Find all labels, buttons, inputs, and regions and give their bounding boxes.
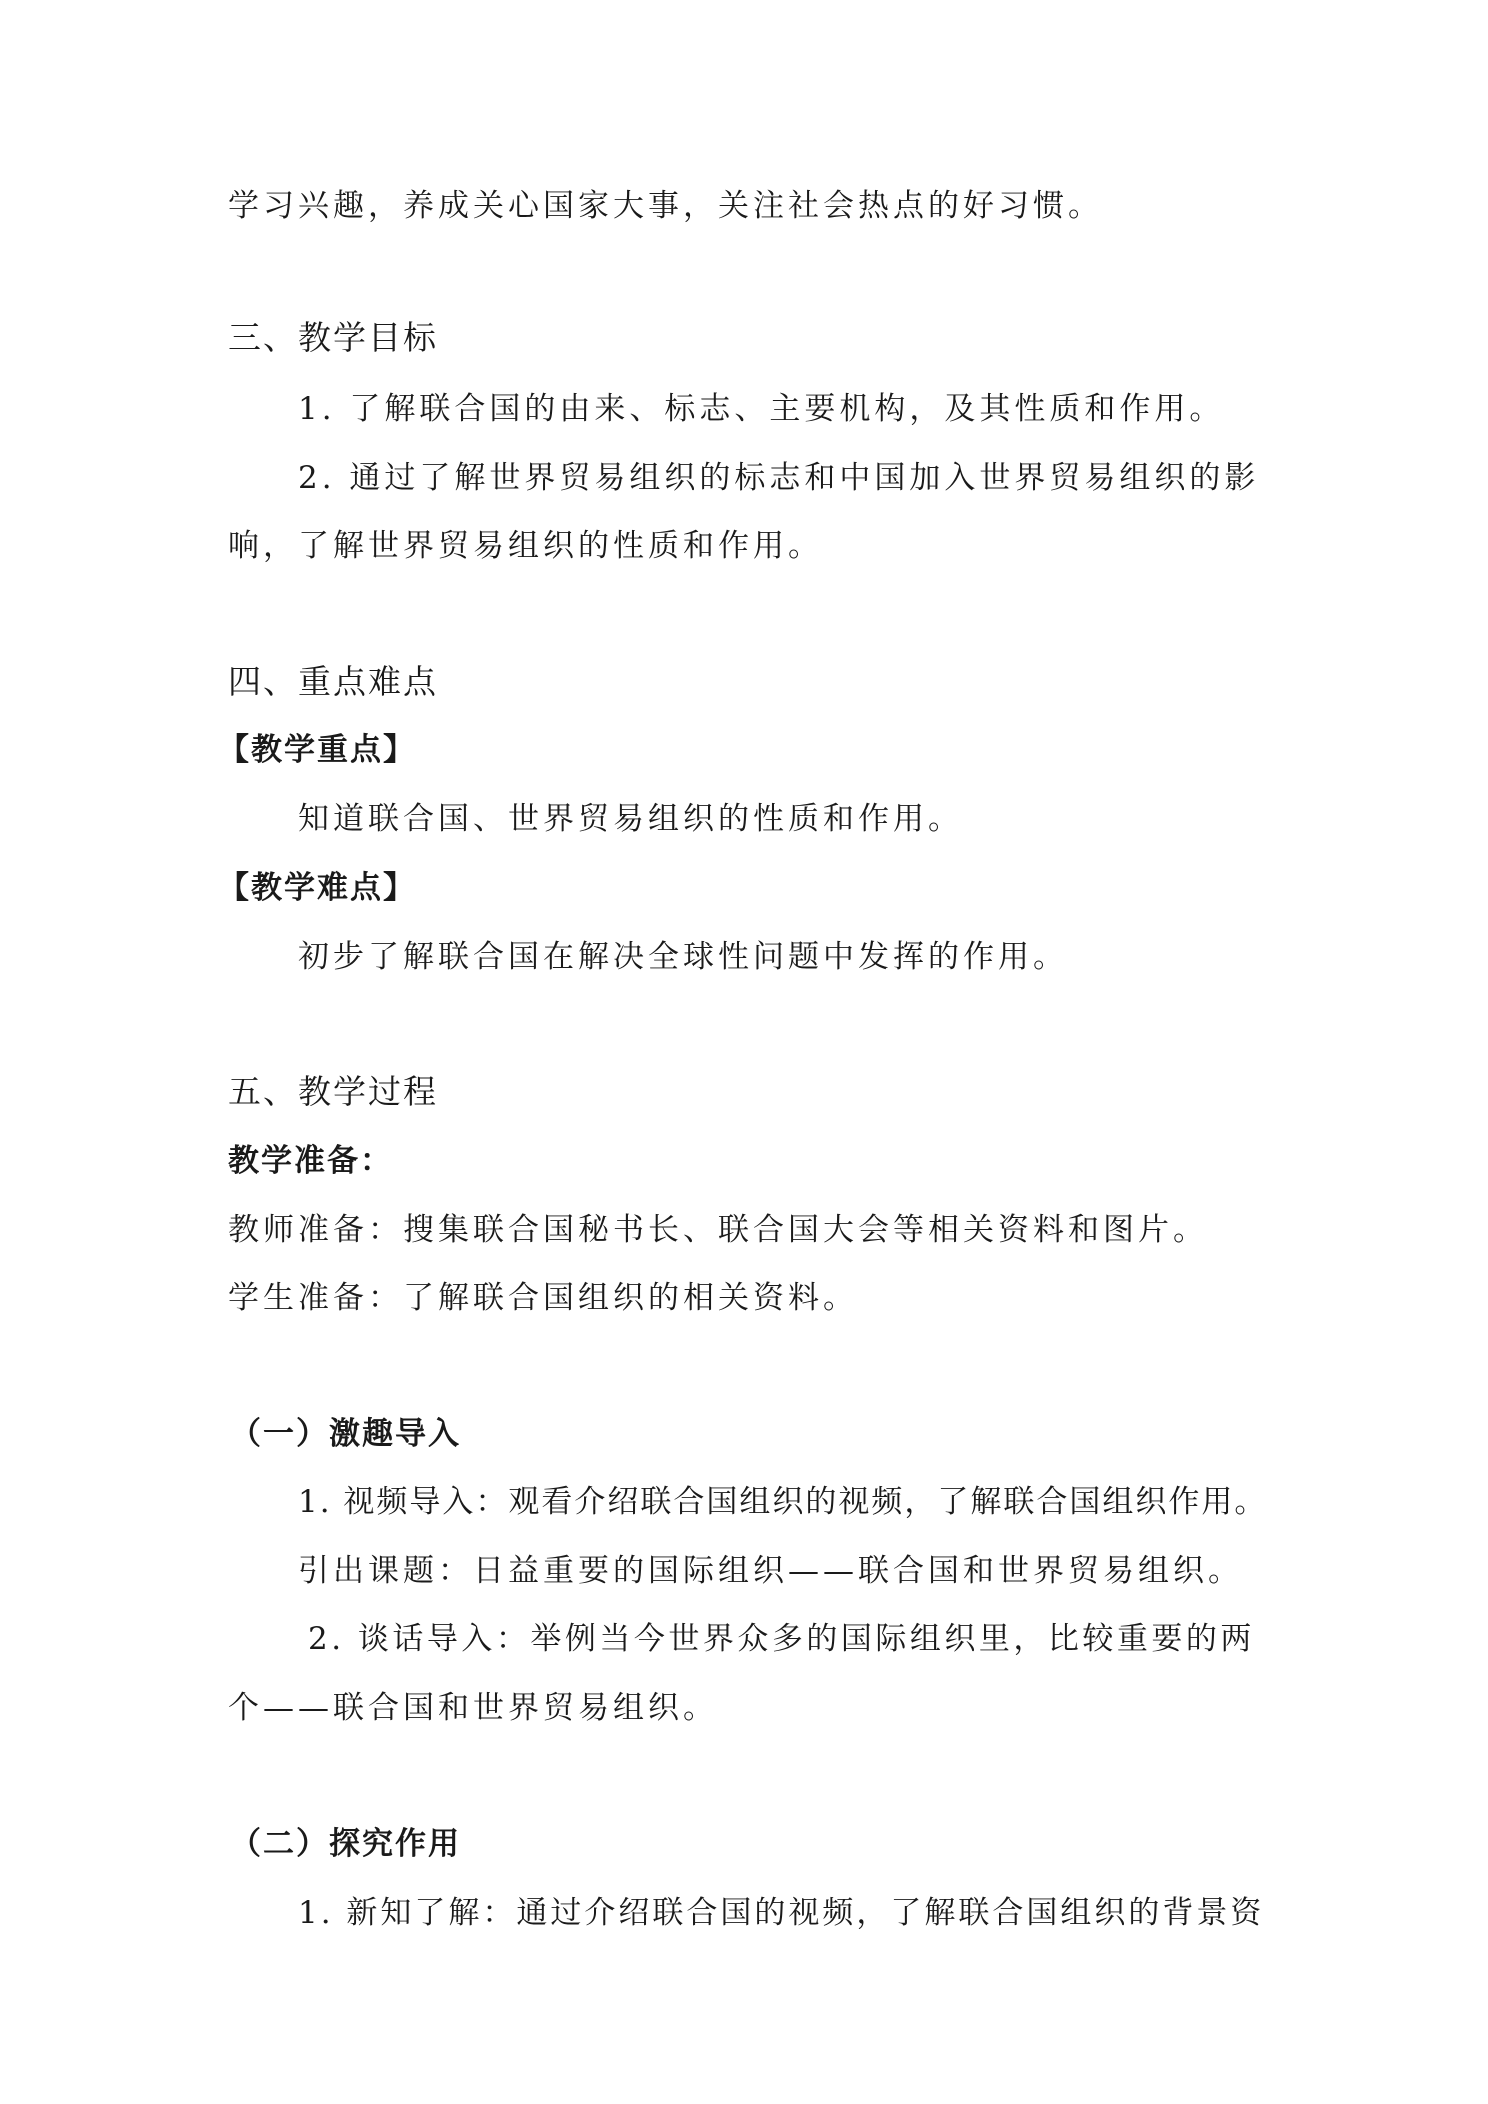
paragraph-line: 学习兴趣，养成关心国家大事，关注社会热点的好习惯。 (228, 188, 1103, 224)
paragraph-line: 1. 视频导入：观看介绍联合国组织的视频，了解联合国组织作用。 (298, 1484, 1268, 1520)
section-heading-objectives: 三、教学目标 (228, 318, 438, 357)
section-heading-key-points: 四、重点难点 (228, 662, 438, 701)
subheading-teaching-difficulty: 【教学难点】 (218, 870, 416, 906)
paragraph-line: 响，了解世界贸易组织的性质和作用。 (228, 528, 823, 564)
section-heading-process: 五、教学过程 (228, 1072, 438, 1111)
subheading-teaching-focus: 【教学重点】 (218, 732, 416, 768)
subheading-preparation: 教学准备： (228, 1143, 393, 1179)
paragraph-line: 1. 新知了解：通过介绍联合国的视频，了解联合国组织的背景资 (298, 1895, 1265, 1931)
paragraph-line: 教师准备：搜集联合国秘书长、联合国大会等相关资料和图片。 (228, 1212, 1208, 1248)
subheading-explore: （二）探究作用 (230, 1826, 461, 1862)
paragraph-line: 1. 了解联合国的由来、标志、主要机构，及其性质和作用。 (298, 391, 1225, 427)
paragraph-line: 2. 通过了解世界贸易组织的标志和中国加入世界贸易组织的影 (298, 460, 1260, 496)
paragraph-line: 初步了解联合国在解决全球性问题中发挥的作用。 (298, 939, 1068, 975)
paragraph-line: 2. 谈话导入：举例当今世界众多的国际组织里，比较重要的两 (308, 1621, 1255, 1657)
subheading-intro: （一）激趣导入 (230, 1416, 461, 1452)
paragraph-line: 引出课题：日益重要的国际组织——联合国和世界贸易组织。 (298, 1553, 1243, 1589)
paragraph-line: 学生准备：了解联合国组织的相关资料。 (228, 1280, 858, 1316)
paragraph-line: 个——联合国和世界贸易组织。 (228, 1690, 718, 1726)
paragraph-line: 知道联合国、世界贸易组织的性质和作用。 (298, 801, 963, 837)
